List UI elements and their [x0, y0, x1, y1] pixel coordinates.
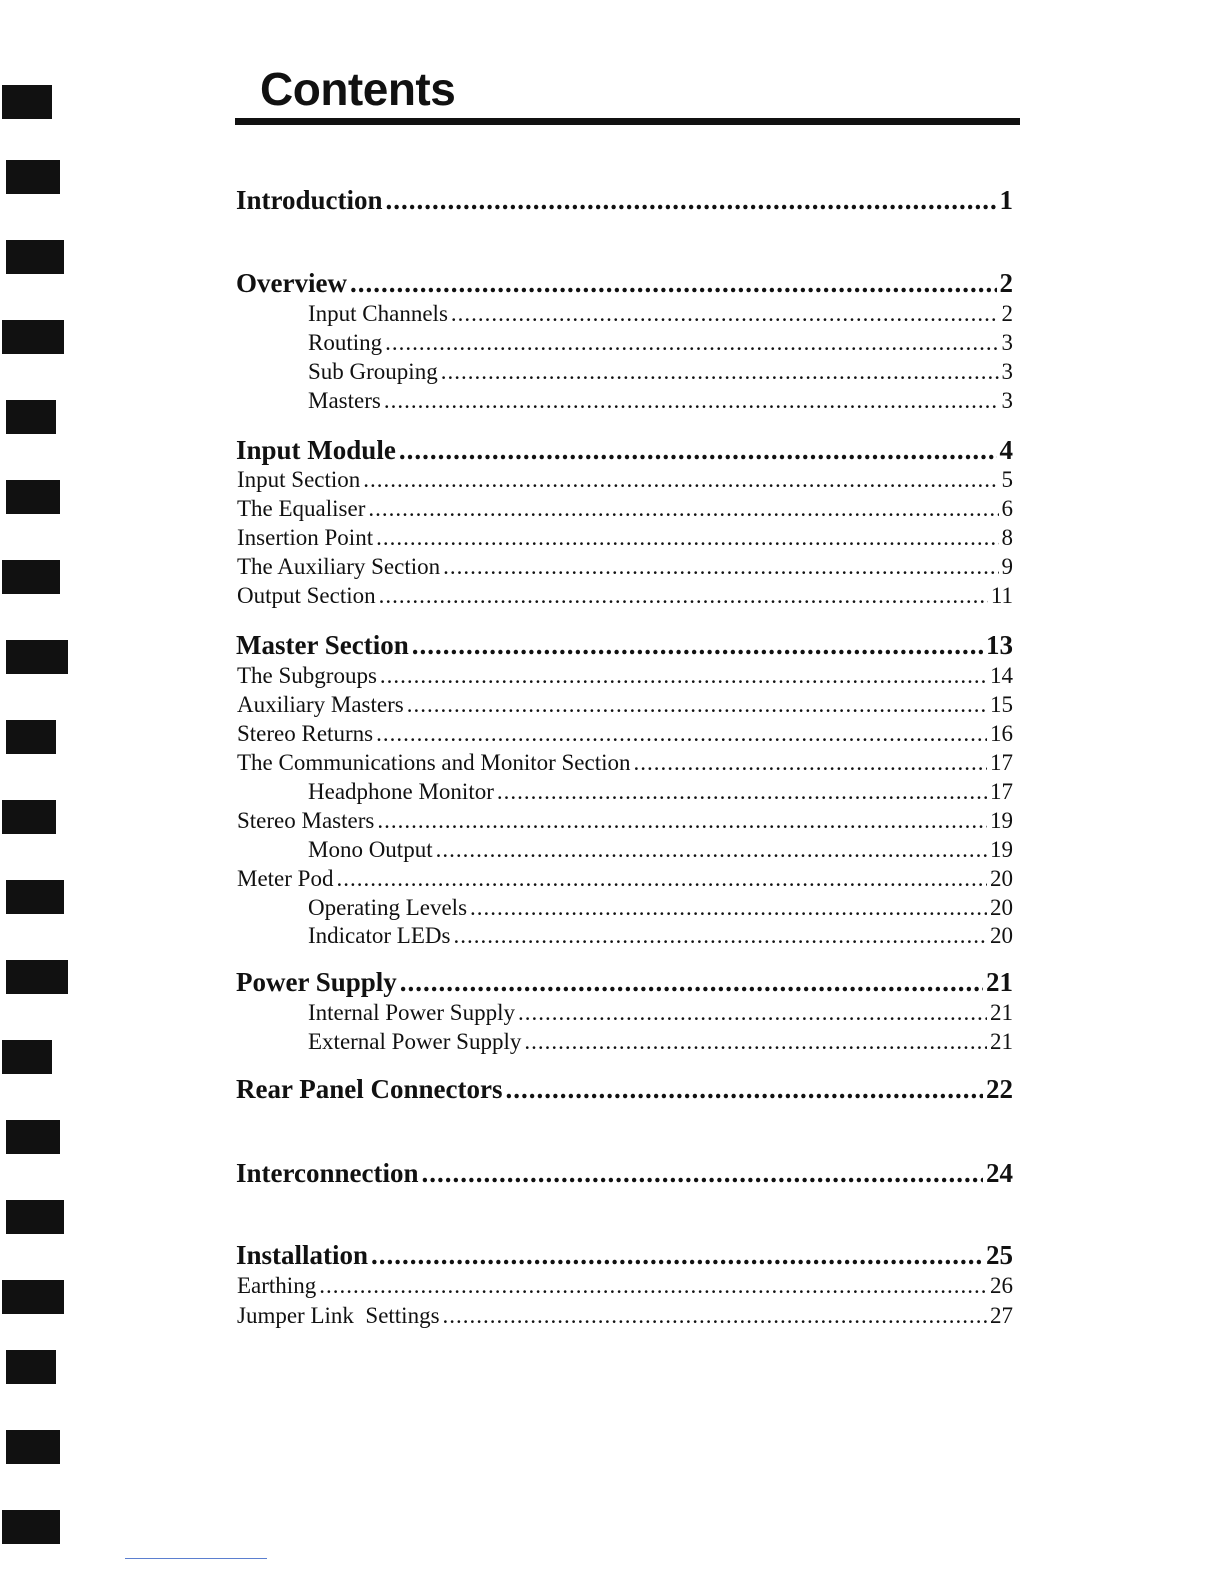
dot-leader [380, 663, 987, 689]
toc-entry-page: 25 [986, 1240, 1013, 1270]
toc-entry-page: 4 [999, 435, 1013, 465]
toc-entry-page: 9 [1001, 554, 1013, 579]
dot-leader [376, 721, 987, 747]
toc-entry [236, 435, 1013, 466]
dot-leader [524, 1029, 987, 1055]
toc-entry-label: Sub Grouping [308, 359, 438, 384]
toc-entry [308, 923, 1013, 949]
page-title: Contents [260, 63, 456, 115]
toc-entry-label: Interconnection [236, 1158, 419, 1188]
toc-entry-label: Operating Levels [308, 895, 468, 920]
toc-entry-label: Introduction [236, 185, 383, 215]
toc-entry-label: Mono Output [308, 837, 433, 862]
dot-leader [443, 1303, 987, 1329]
dot-leader [371, 1240, 983, 1271]
toc-entry [237, 525, 1013, 551]
toc-entry-page: 2 [999, 268, 1013, 298]
dot-leader [453, 923, 987, 949]
toc-entry-label: The Communications and Monitor Section [237, 750, 631, 775]
toc-entry-page: 19 [990, 837, 1013, 862]
toc-entry-label: Rear Panel Connectors [236, 1074, 503, 1104]
toc-entry [236, 967, 1013, 998]
toc-entry [237, 750, 1013, 776]
toc-entry-label: Input Module [236, 435, 396, 465]
toc-entry-label: Stereo Returns [237, 721, 374, 746]
toc-entry-label: Master Section [236, 630, 409, 660]
footer-line [125, 1558, 267, 1559]
dot-leader [443, 554, 998, 580]
toc-entry [237, 583, 1013, 609]
toc-entry-page: 1 [999, 185, 1013, 215]
dot-leader [368, 496, 998, 522]
dot-leader [350, 268, 997, 299]
toc-entry [237, 1273, 1013, 1299]
toc-entry-label: The Equaliser [237, 496, 366, 521]
toc-entry-page: 19 [990, 808, 1013, 833]
toc-entry-page: 3 [1001, 388, 1013, 413]
toc-entry-label: Insertion Point [237, 525, 374, 550]
toc-entry-label: Earthing [237, 1273, 317, 1298]
toc-entry-page: 3 [1001, 359, 1013, 384]
toc-entry-page: 20 [990, 866, 1013, 891]
toc-entry-label: The Subgroups [237, 663, 377, 688]
dot-leader [412, 630, 983, 661]
toc-entry [308, 388, 1013, 414]
toc-entry-label: Power Supply [236, 967, 397, 997]
toc-entry-label: The Auxiliary Section [237, 554, 441, 579]
dot-leader [634, 750, 987, 776]
toc-entry [237, 554, 1013, 580]
dot-leader [363, 467, 998, 493]
toc-entry [236, 1240, 1013, 1271]
dot-leader [436, 837, 987, 863]
toc-entry [308, 895, 1013, 921]
toc-entry-page: 22 [986, 1074, 1013, 1104]
toc-entry-page: 14 [990, 663, 1013, 688]
toc-entry [308, 1029, 1013, 1055]
toc-entry [308, 359, 1013, 385]
toc-entry [237, 808, 1013, 834]
toc-entry-page: 17 [990, 750, 1013, 775]
toc-entry [236, 185, 1013, 216]
toc-entry [308, 301, 1013, 327]
toc-entry-label: Meter Pod [237, 866, 334, 891]
toc-entry-page: 21 [990, 1000, 1013, 1025]
toc-entry [237, 692, 1013, 718]
dot-leader [379, 583, 988, 609]
toc-entry-label: Stereo Masters [237, 808, 375, 833]
dot-leader [441, 359, 999, 385]
dot-leader [470, 895, 987, 921]
toc-entry-page: 11 [990, 583, 1013, 608]
toc-entry [308, 1000, 1013, 1026]
toc-entry-page: 26 [990, 1273, 1013, 1298]
toc-entry-page: 17 [990, 779, 1013, 804]
toc-entry-page: 13 [986, 630, 1013, 660]
toc-entry [308, 837, 1013, 863]
dot-leader [400, 967, 983, 998]
dot-leader [384, 388, 999, 414]
toc-entry-label: Installation [236, 1240, 369, 1270]
toc-entry-label: Output Section [237, 583, 376, 608]
toc-entry-label: Input Section [237, 467, 361, 492]
toc-entry-page: 20 [990, 895, 1013, 920]
dot-leader [407, 692, 987, 718]
toc-entry [237, 721, 1013, 747]
dot-leader [385, 330, 998, 356]
toc-entry [237, 1303, 1013, 1329]
toc-entry-label: Auxiliary Masters [237, 692, 404, 717]
dot-leader [377, 808, 987, 834]
toc-entry-page: 5 [1001, 467, 1013, 492]
dot-leader [497, 779, 987, 805]
dot-leader [399, 435, 997, 466]
dot-leader [386, 185, 997, 216]
dot-leader [451, 301, 999, 327]
toc-entry [237, 496, 1013, 522]
toc-entry-page: 21 [990, 1029, 1013, 1054]
toc-entry-label: Indicator LEDs [308, 923, 451, 948]
toc-entry-page: 3 [1001, 330, 1013, 355]
toc-entry [236, 268, 1013, 299]
dot-leader [319, 1273, 987, 1299]
toc-entry-page: 24 [986, 1158, 1013, 1188]
toc-entry-label: Internal Power Supply [308, 1000, 515, 1025]
toc-entry-page: 20 [990, 923, 1013, 948]
toc-entry-page: 21 [986, 967, 1013, 997]
toc-entry-label: Jumper Link Settings [237, 1303, 440, 1328]
toc-entry [237, 663, 1013, 689]
toc-entry-page: 8 [1001, 525, 1013, 550]
toc-entry [308, 779, 1013, 805]
toc-entry [236, 1074, 1013, 1105]
toc-entry-label: Headphone Monitor [308, 779, 494, 804]
toc-entry-page: 6 [1001, 496, 1013, 521]
dot-leader [505, 1074, 983, 1105]
toc-entry-label: Overview [236, 268, 347, 298]
toc-entry [236, 630, 1013, 661]
toc-entry-page: 27 [990, 1303, 1013, 1328]
toc-entry-page: 15 [990, 692, 1013, 717]
toc-entry [237, 467, 1013, 493]
toc-entry-page: 16 [990, 721, 1013, 746]
toc-entry [308, 330, 1013, 356]
toc-entry-page: 2 [1001, 301, 1013, 326]
dot-leader [376, 525, 998, 551]
toc-entry [236, 1158, 1013, 1189]
dot-leader [422, 1158, 984, 1189]
toc-entry-label: External Power Supply [308, 1029, 522, 1054]
toc-entry-label: Routing [308, 330, 383, 355]
toc-entry-label: Input Channels [308, 301, 448, 326]
toc-entry-label: Masters [308, 388, 381, 413]
toc-entry [237, 866, 1013, 892]
dot-leader [518, 1000, 987, 1026]
dot-leader [336, 866, 987, 892]
